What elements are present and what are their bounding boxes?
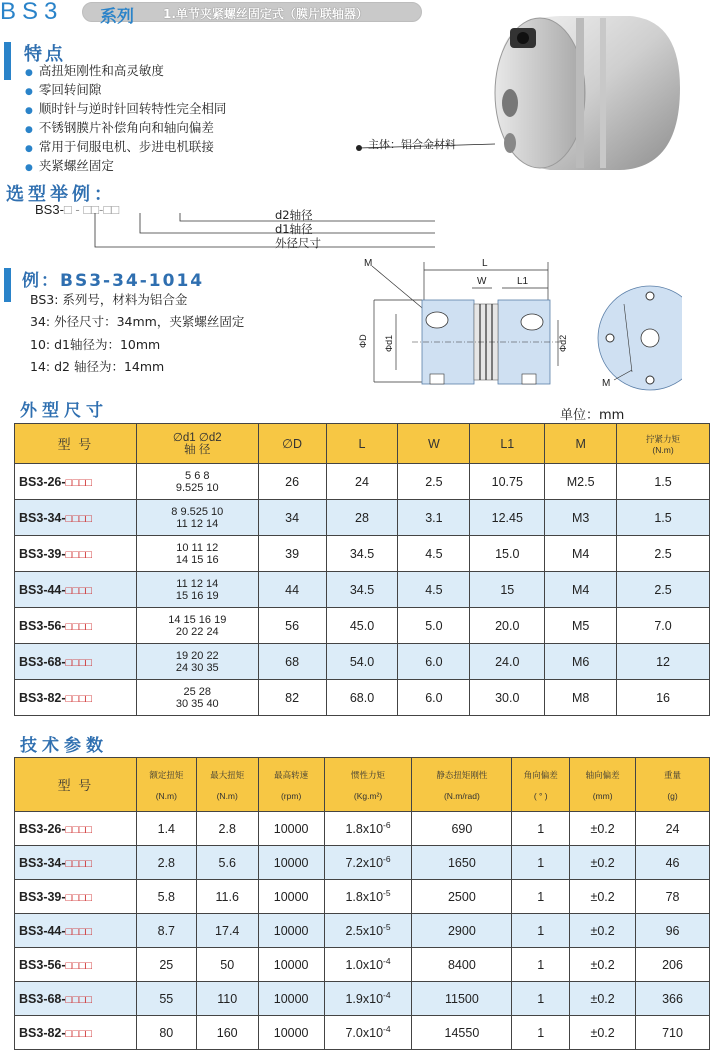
- example-line: 10: d1轴径为：10mm: [30, 337, 161, 352]
- label-m: M: [364, 258, 373, 269]
- header-m: M: [545, 424, 617, 464]
- features-title: 特点: [24, 44, 66, 65]
- header-shaft: ∅d1 ∅d2 轴 径: [136, 424, 258, 464]
- series-code: BS3: [0, 0, 64, 25]
- table-row: BS3-26-□□□□ 1.4 2.8 10000 $1.8x10^{-6}$ 690 1 ±0.2 24: [15, 812, 710, 846]
- table-row: BS3-56-□□□□ 14 15 16 19 20 22 24 56 45.0 5.0 20.0 M5 7.0: [15, 608, 710, 644]
- label-d: ΦD: [358, 334, 368, 348]
- header-torque: 拧紧力矩 (N.m): [617, 424, 710, 464]
- selection-title: 选型举例：: [6, 184, 116, 205]
- dimension-drawing: [352, 252, 682, 402]
- label-l: L: [482, 258, 488, 269]
- tech-table: [14, 757, 710, 1050]
- feature-item: ● 顺时针与逆时针回转特性完全相同: [25, 101, 227, 116]
- coupling-photo: [480, 8, 680, 178]
- header-max-speed: 最高转速 (rpm): [258, 758, 324, 812]
- section-marker: [4, 268, 11, 302]
- header-weight: 重量 (g): [636, 758, 710, 812]
- header-l: L: [326, 424, 398, 464]
- label-d1: Φd1: [384, 334, 394, 352]
- example-line: 34: 外径尺寸：34mm，夹紧螺丝固定: [30, 314, 245, 329]
- material-label: 主体：铝合金材料: [368, 138, 456, 151]
- label-w: W: [477, 276, 487, 287]
- label-m2: M: [602, 378, 611, 389]
- table-row: BS3-82-□□□□ 25 28 30 35 40 82 68.0 6.0 30.0 M8 16: [15, 680, 710, 716]
- table-row: BS3-34-□□□□ 2.8 5.6 10000 $7.2x10^{-6}$ 1650 1 ±0.2 46: [15, 846, 710, 880]
- selection-code: BS3-□ - □□-□□: [35, 202, 120, 217]
- series-subtitle: 1.单节夹紧螺丝固定式（膜片联轴器）: [163, 7, 368, 21]
- header-rated-torque: 额定扭矩 (N.m): [136, 758, 196, 812]
- feature-item: ● 不锈钢膜片补偿角向和轴向偏差: [25, 120, 214, 135]
- table-row: BS3-44-□□□□ 8.7 17.4 10000 $2.5x10^{-5}$ 2900 1 ±0.2 96: [15, 914, 710, 948]
- header-d: ∅D: [258, 424, 326, 464]
- feature-item: ● 夹紧螺丝固定: [25, 158, 114, 173]
- table-row: BS3-39-□□□□ 10 11 12 14 15 16 39 34.5 4.5 15.0 M4 2.5: [15, 536, 710, 572]
- table-row: BS3-82-□□□□ 80 160 10000 $7.0x10^{-4}$ 14550 1 ±0.2 710: [15, 1016, 710, 1050]
- label-l1: L1: [517, 276, 529, 287]
- example-line: BS3: 系列号，材料为铝合金: [30, 292, 188, 307]
- table-row: BS3-68-□□□□ 55 110 10000 $1.9x10^{-4}$ 11500 1 ±0.2 366: [15, 982, 710, 1016]
- selection-d2: d2轴径: [275, 208, 313, 222]
- unit-label: 单位：mm: [560, 408, 625, 423]
- label-d2: Φd2: [558, 334, 568, 352]
- table-row: BS3-56-□□□□ 25 50 10000 $1.0x10^{-4}$ 8400 1 ±0.2 206: [15, 948, 710, 982]
- header-model: 型 号: [15, 424, 137, 464]
- header-w: W: [398, 424, 470, 464]
- header-axial: 轴向偏差 (mm): [570, 758, 636, 812]
- selection-leaders: [90, 213, 440, 251]
- selection-d1: d1轴径: [275, 222, 313, 236]
- section-marker: [4, 42, 11, 80]
- header-inertia: 惯性力矩 (Kg.m²): [324, 758, 412, 812]
- feature-item: ● 常用于伺服电机、步进电机联接: [25, 139, 214, 154]
- header-stiffness: 静态扭矩刚性 (N.m/rad): [412, 758, 512, 812]
- selection-od: 外径尺寸: [275, 236, 321, 250]
- table-row: BS3-44-□□□□ 11 12 14 15 16 19 44 34.5 4.5 15 M4 2.5: [15, 572, 710, 608]
- dimensions-table: [14, 423, 710, 716]
- table-row: BS3-34-□□□□ 8 9.525 10 11 12 14 34 28 3.1 12.45 M3 1.5: [15, 500, 710, 536]
- features-list: [25, 61, 226, 175]
- header-angular: 角向偏差 ( ° ): [512, 758, 570, 812]
- feature-item: ● 零回转间隙: [25, 82, 102, 97]
- dimensions-title: 外型尺寸: [20, 401, 108, 421]
- tech-title: 技术参数: [20, 736, 108, 756]
- header-l1: L1: [470, 424, 545, 464]
- example-title: 例：BS3-34-1014: [22, 271, 205, 291]
- example-line: 14: d2 轴径为：14mm: [30, 359, 165, 374]
- feature-item: ● 高扭矩刚性和高灵敏度: [25, 63, 164, 78]
- table-row: BS3-26-□□□□ 5 6 8 9.525 10 26 24 2.5 10.75 M2.5 1.5: [15, 464, 710, 500]
- table-row: BS3-68-□□□□ 19 20 22 24 30 35 68 54.0 6.0 24.0 M6 12: [15, 644, 710, 680]
- header-max-torque: 最大扭矩 (N.m): [196, 758, 258, 812]
- header-model: 型 号: [15, 758, 137, 812]
- table-row: BS3-39-□□□□ 5.8 11.6 10000 $1.8x10^{-5}$ 2500 1 ±0.2 78: [15, 880, 710, 914]
- series-label: 系列: [100, 7, 134, 27]
